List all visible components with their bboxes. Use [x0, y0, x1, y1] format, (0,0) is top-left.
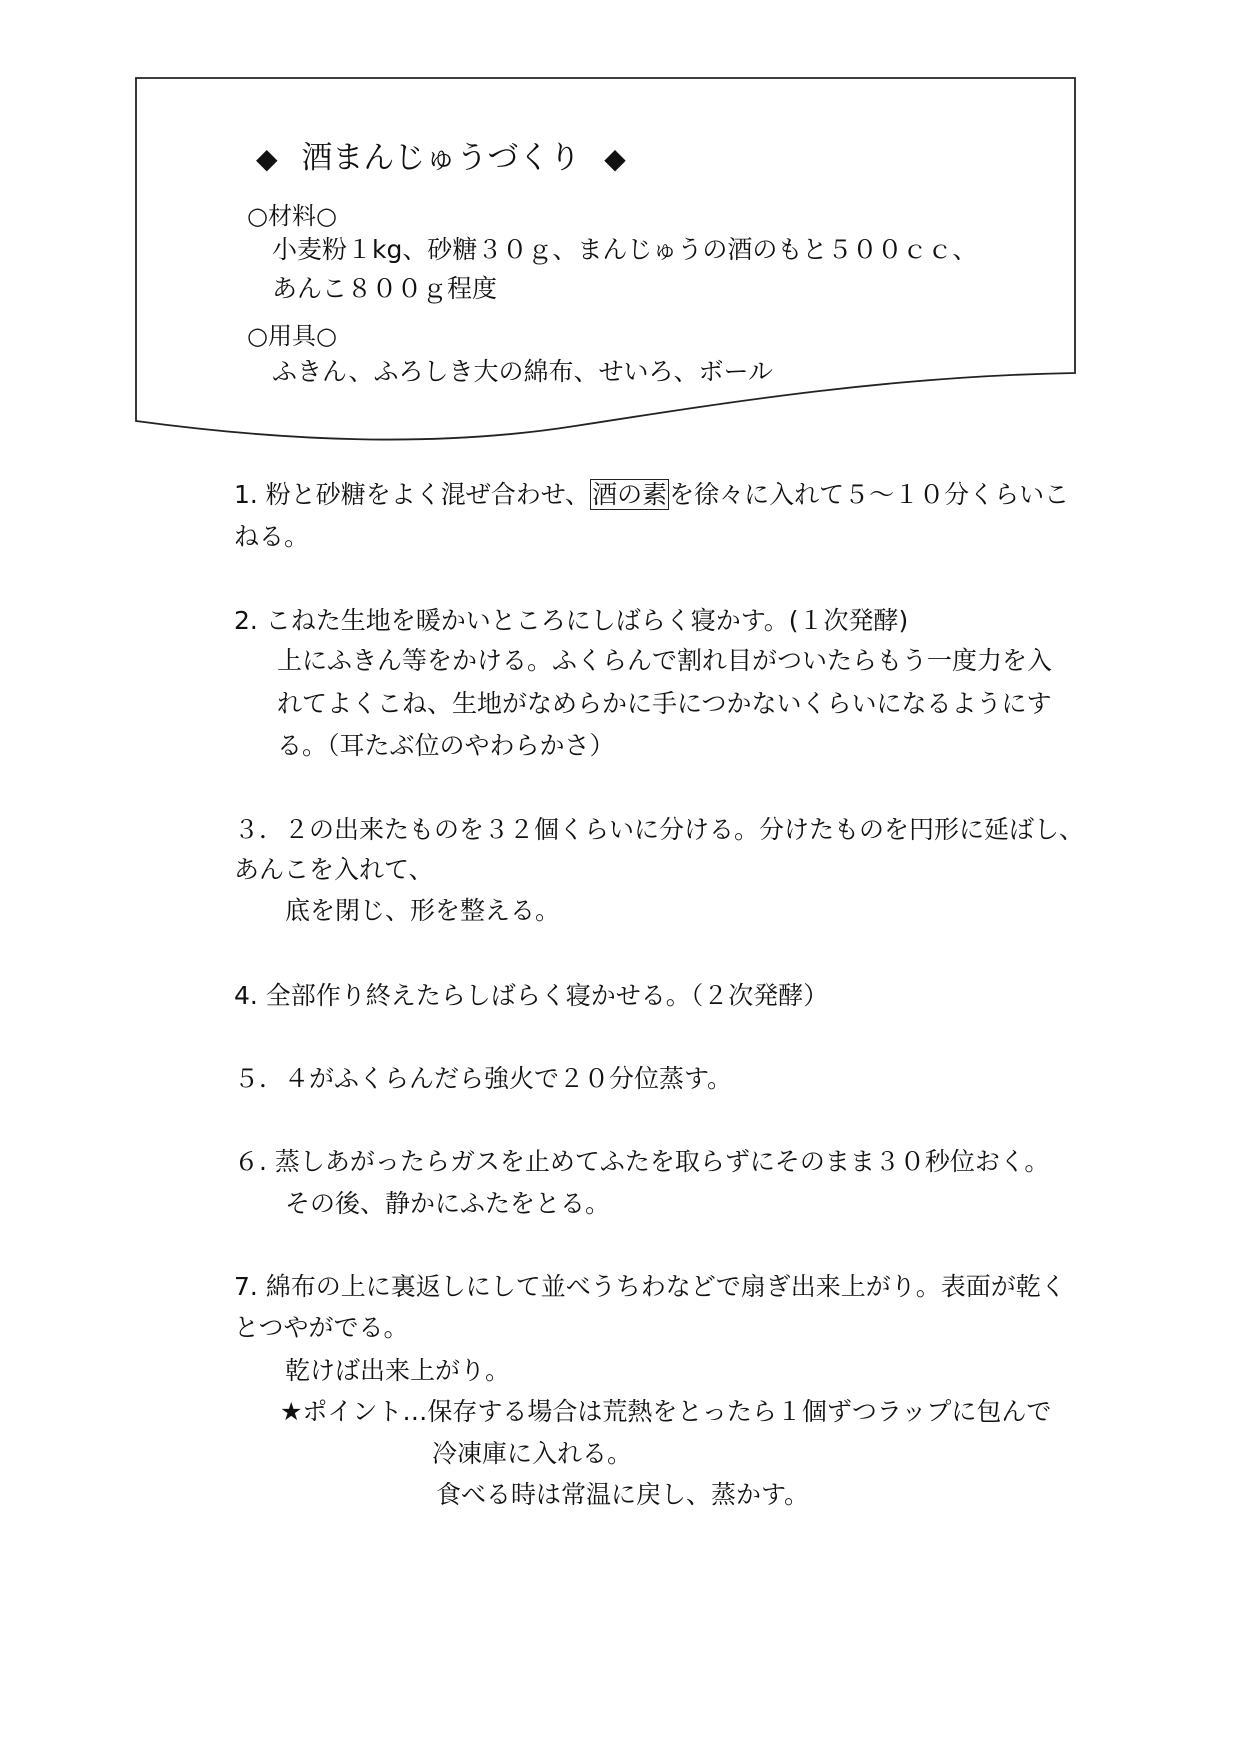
step-4-line-1: 4. 全部作り終えたらしばらく寝かせる。（２次発酵） — [234, 981, 829, 1010]
step-6-line-1: ６. 蒸しあがったらガスを止めてふたを取らずにそのまま３０秒位おく。 — [234, 1147, 1050, 1176]
step-7-line-3: 乾けば出来上がり。 — [285, 1356, 511, 1385]
step-2-line-2: 上にふきん等をかける。ふくらんで割れ目がついたらもう一度力を入 — [277, 646, 1053, 675]
step-5-line-1: ５．４がふくらんだら強火で２０分位蒸す。 — [234, 1064, 733, 1093]
diamond-right-icon: ◆ — [604, 142, 626, 175]
point-line-2: 冷凍庫に入れる。 — [432, 1439, 633, 1468]
ingredients-heading: ○材料○ — [247, 202, 337, 230]
step-1-line-1 — [234, 480, 1069, 510]
page-title — [256, 140, 626, 177]
sake-starter-boxed-term: 酒の素 — [592, 480, 668, 509]
step-1-suffix: を徐々に入れて５～１０分くらいこ — [669, 480, 1070, 509]
point-line-1: ★ポイント…保存する場合は荒熱をとったら１個ずつラップに包んで — [280, 1397, 1052, 1426]
step-2-line-1: 2. こねた生地を暖かいところにしばらく寝かす。(１次発酵) — [234, 606, 909, 635]
step-7-line-1: 7. 綿布の上に裏返しにして並べうちわなどで扇ぎ出来上がり。表面が乾く — [234, 1272, 1066, 1301]
ingredients-line-2: あんこ８００ｇ程度 — [272, 274, 498, 303]
step-1-line-2: ねる。 — [234, 522, 310, 551]
tools-line: ふきん、ふろしき大の綿布、せいろ、ボール — [272, 357, 774, 386]
step-2-line-4: る。（耳たぶ位のやわらかさ） — [277, 731, 615, 760]
step-2-line-3: れてよくこね、生地がなめらかに手につかないくらいになるようにす — [277, 689, 1052, 718]
step-1-prefix: 1. 粉と砂糖をよく混ぜ合わせ、 — [234, 480, 591, 509]
diamond-left-icon: ◆ — [256, 142, 278, 175]
step-3-line-1: ３．２の出来たものを３２個くらいに分ける。分けたものを円形に延ばし、 — [234, 815, 1085, 844]
step-3-line-3: 底を閉じ、形を整える。 — [285, 896, 561, 925]
step-7-line-2: とつやがでる。 — [234, 1313, 409, 1342]
title-text: 酒まんじゅうづくり — [301, 140, 581, 176]
tools-heading: ○用具○ — [247, 322, 337, 350]
ingredients-line-1: 小麦粉１kg、砂糖３０ｇ、まんじゅうの酒のもと５００ｃｃ、 — [272, 235, 978, 264]
step-3-line-2: あんこを入れて、 — [234, 855, 434, 884]
point-line-3: 食べる時は常温に戻し、蒸かす。 — [436, 1480, 810, 1509]
step-6-line-2: その後、静かにふたをとる。 — [285, 1189, 611, 1218]
